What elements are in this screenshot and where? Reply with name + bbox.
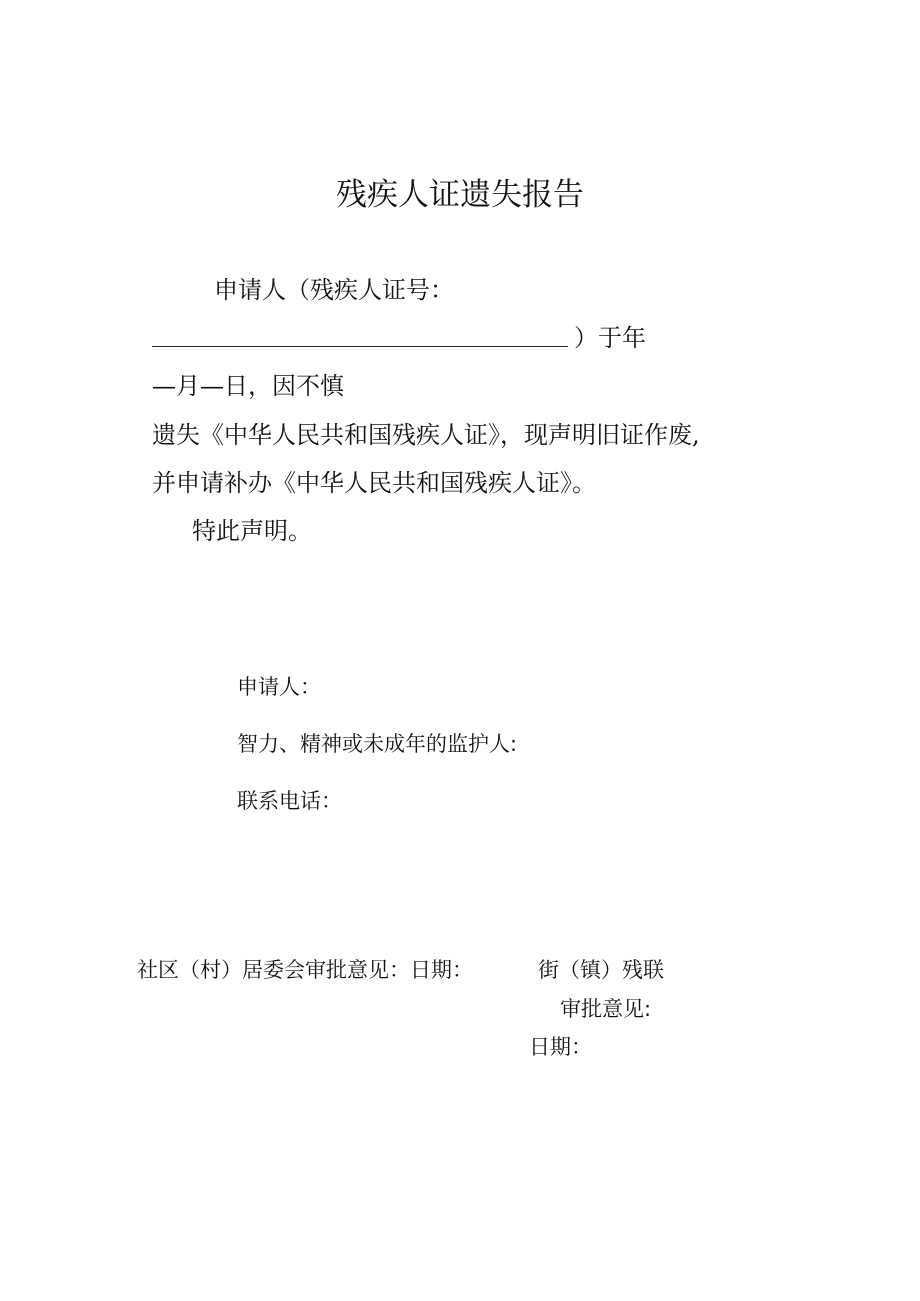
body-line-lost-statement: 遗失《中华人民共和国残疾人证》，现声明旧证作废, (152, 421, 700, 449)
document-title: 残疾人证遗失报告 (336, 177, 584, 213)
body-line-applicant-id: 申请人（残疾人证号： (214, 276, 454, 304)
body-line-month-day: —月—日，因不慎 (152, 372, 344, 400)
street-approval-opinion-label: 审批意见: (560, 997, 652, 1021)
body-line-reissue-request: 并申请补办《中华人民共和国残疾人证》。 (152, 469, 596, 497)
community-approval-label: 社区（村）居委会审批意见：日期： (137, 958, 473, 982)
street-federation-label: 街（镇）残联 (538, 958, 664, 982)
body-line-declaration: 特此声明。 (192, 517, 312, 545)
contact-phone-label: 联系电话： (237, 789, 342, 813)
id-number-blank-line (152, 346, 568, 347)
applicant-signature-label: 申请人： (237, 675, 321, 699)
guardian-signature-label: 智力、精神或未成年的监护人: (237, 732, 518, 756)
body-line-date-year: ）于年 (574, 324, 646, 352)
street-approval-date-label: 日期： (529, 1035, 592, 1059)
